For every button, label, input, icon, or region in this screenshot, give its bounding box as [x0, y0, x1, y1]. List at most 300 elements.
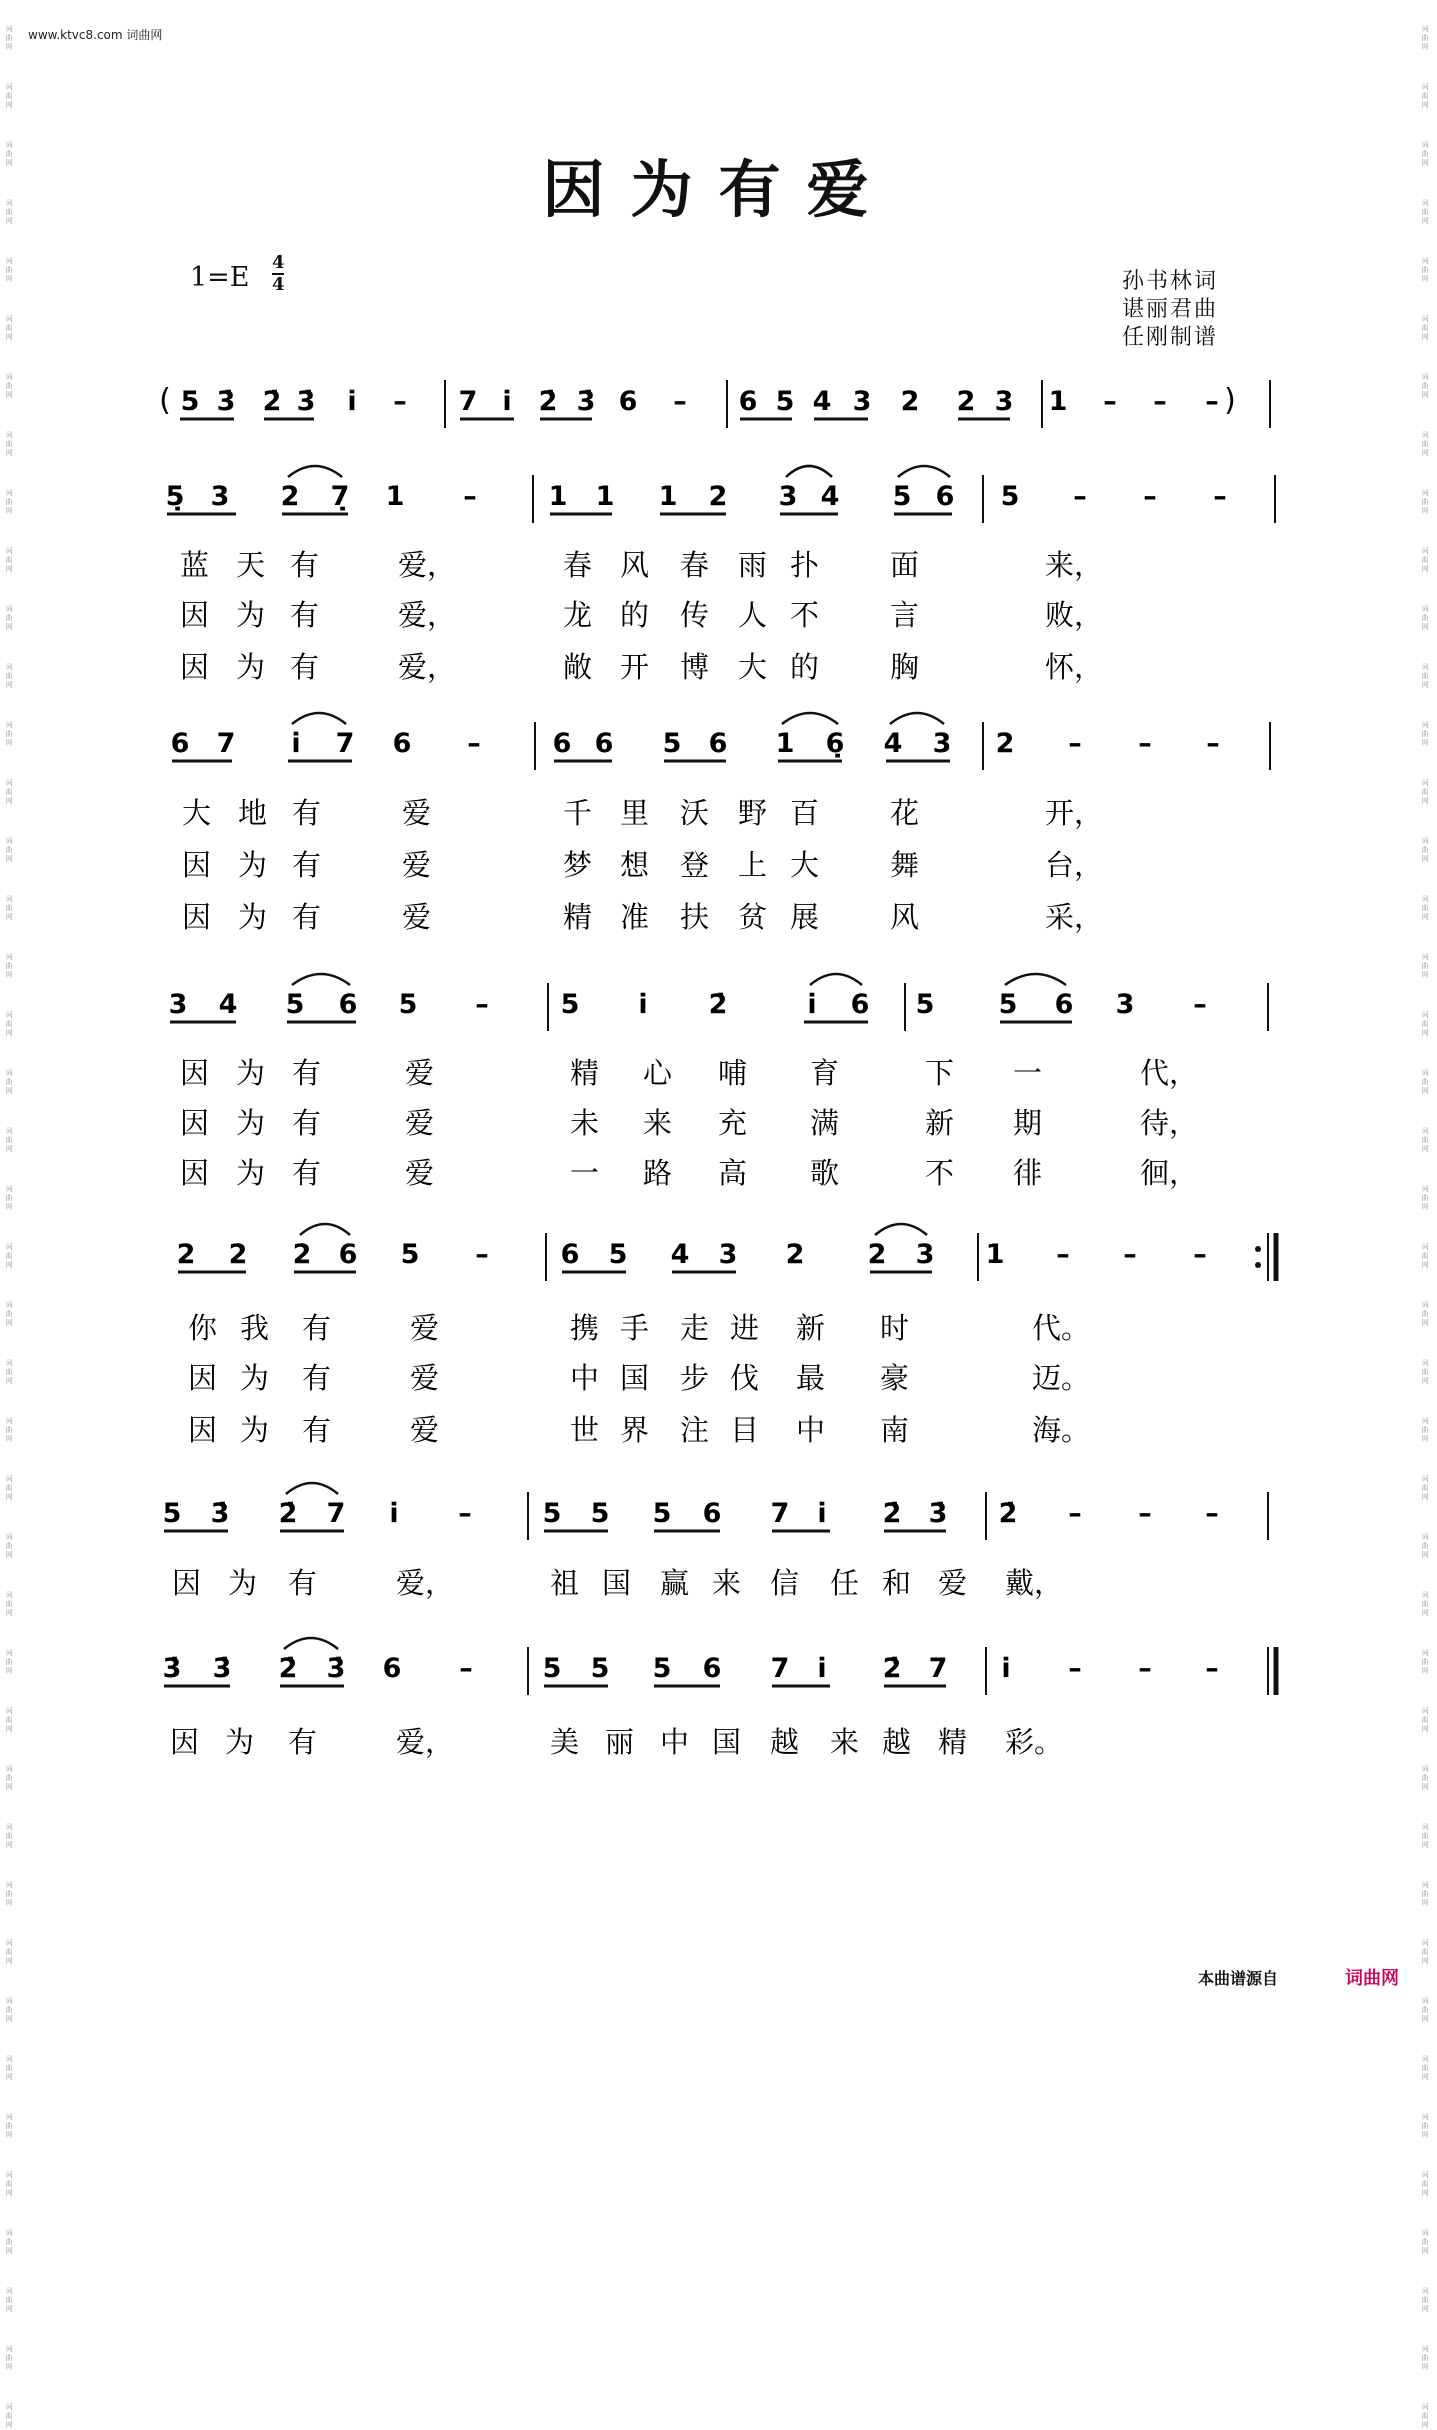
note-dash: –: [1205, 1653, 1219, 1684]
lyric-char: 开，: [1045, 796, 1104, 830]
note-digit: 7: [326, 1498, 346, 1529]
lyric-char: 海。: [1032, 1413, 1091, 1447]
lyric-char: 沃: [680, 796, 710, 830]
time-signature-top: 4: [272, 252, 285, 273]
lyric-char: 有: [292, 1106, 322, 1140]
lyric-char: 来: [643, 1106, 673, 1140]
page-title: 因为有爱: [542, 153, 895, 226]
margin-watermark-text: 词 曲 网: [5, 2171, 13, 2197]
lyric-char: 为: [238, 848, 268, 882]
lyric-char: 徘: [1013, 1156, 1043, 1190]
margin-watermark-text: 词 曲 网: [1421, 1533, 1429, 1559]
note-digit: 3̇: [212, 1653, 232, 1684]
margin-watermark-text: 词 曲 网: [5, 1127, 13, 1153]
lyric-char: 下: [925, 1056, 955, 1090]
lyric-char: 国: [620, 1361, 650, 1395]
margin-watermark-text: 词 曲 网: [1421, 953, 1429, 979]
note-digit: 3: [210, 481, 230, 512]
lyric-char: 登: [680, 848, 710, 882]
lyric-char: 为: [236, 1106, 266, 1140]
note-digit: 5: [162, 1498, 182, 1529]
note-digit: 3̇: [210, 1498, 230, 1529]
lyric-char: 百: [790, 796, 820, 830]
lyric-char: 国: [712, 1725, 742, 1759]
note-digit: 1: [385, 481, 405, 512]
note-digit: 2̇: [708, 989, 728, 1020]
lyric-char: 扑: [790, 548, 820, 582]
lyric-char: 携: [570, 1311, 600, 1345]
margin-watermark-text: 词 曲 网: [5, 547, 13, 573]
margin-watermark-text: 词 曲 网: [1421, 2287, 1429, 2313]
lyric-char: 豪: [880, 1361, 910, 1395]
lyric-char: 中: [660, 1725, 690, 1759]
note-digit: 5: [285, 989, 305, 1020]
note-digit: 2: [995, 728, 1015, 759]
lyric-char: 千: [563, 796, 593, 830]
margin-watermark-text: 词 曲 网: [1421, 83, 1429, 109]
lyric-char: 爱: [402, 796, 432, 830]
margin-watermark-text: 词 曲 网: [1421, 1359, 1429, 1385]
note-dash: –: [673, 386, 687, 417]
site-header-url: www.ktvc8.com 词曲网: [28, 28, 163, 42]
margin-watermark-text: 词 曲 网: [1421, 2403, 1429, 2429]
note-digit: 4: [670, 1239, 690, 1270]
lyric-char: 爱: [402, 848, 432, 882]
note-dash: –: [1073, 481, 1087, 512]
margin-watermark-text: 词 曲 网: [1421, 199, 1429, 225]
note-dash: –: [1206, 728, 1220, 759]
note-digit: 6: [1054, 989, 1074, 1020]
lyric-char: 目: [730, 1413, 760, 1447]
note-dash: –: [467, 728, 481, 759]
lyric-char: 爱，: [398, 650, 457, 684]
note-digit: i̇: [807, 989, 817, 1020]
note-digit: 1: [1048, 386, 1068, 417]
note-digit: 7: [928, 1653, 948, 1684]
lyric-char: 一: [1013, 1056, 1043, 1090]
note-digit: 3: [852, 386, 872, 417]
lyric-char: 想: [620, 848, 650, 882]
lyric-char: 时: [880, 1311, 910, 1345]
lyric-char: 展: [790, 900, 820, 934]
lyric-char: 的: [620, 598, 650, 632]
margin-watermark-text: 词 曲 网: [5, 25, 13, 51]
margin-watermark-text: 词 曲 网: [5, 431, 13, 457]
lyric-char: 败，: [1045, 598, 1104, 632]
note-digit: 5: [915, 989, 935, 1020]
margin-watermark-text: 词 曲 网: [5, 1069, 13, 1095]
lyric-char: 春: [680, 548, 710, 582]
lyric-char: 任: [830, 1566, 860, 1600]
lyric-char: 有: [290, 650, 320, 684]
lyric-char: 敞: [563, 650, 593, 684]
note-dash: –: [1138, 1653, 1152, 1684]
lyric-char: 代，: [1140, 1056, 1199, 1090]
note-digit: 6: [552, 728, 572, 759]
lyric-char: 美: [550, 1725, 580, 1759]
lyric-char: 因: [182, 900, 212, 934]
note-dash: –: [1103, 386, 1117, 417]
slur-arc: [1005, 974, 1066, 985]
note-dash: –: [1068, 1498, 1082, 1529]
lyric-char: 博: [680, 650, 710, 684]
margin-watermark-text: 词 曲 网: [5, 489, 13, 515]
lyric-char: 来: [712, 1566, 742, 1600]
lyric-char: 为: [240, 1361, 270, 1395]
lyric-char: 大: [182, 796, 212, 830]
note-dash: –: [1138, 1498, 1152, 1529]
note-digit: i̇: [1001, 1653, 1011, 1684]
lyric-char: 待，: [1140, 1106, 1199, 1140]
note-dash: –: [1068, 1653, 1082, 1684]
margin-watermark-text: 词 曲 网: [1421, 1707, 1429, 1733]
margin-watermark-text: 词 曲 网: [1421, 605, 1429, 631]
note-digit: i̇: [502, 386, 512, 417]
lyric-char: 言: [890, 598, 920, 632]
note-digit: 6: [702, 1498, 722, 1529]
slur-arc: [810, 974, 862, 985]
lyric-char: 精: [570, 1056, 600, 1090]
note-digit: 5: [998, 989, 1018, 1020]
lyric-char: 爱: [402, 900, 432, 934]
note-digit: 5: [892, 481, 912, 512]
lyric-char: 为: [240, 1413, 270, 1447]
margin-watermark-text: 词 曲 网: [1421, 1823, 1429, 1849]
lyric-char: 胸: [890, 650, 920, 684]
margin-watermark-text: 词 曲 网: [1421, 663, 1429, 689]
note-digit: 5̣: [165, 481, 185, 512]
margin-watermark-text: 词 曲 网: [1421, 257, 1429, 283]
lyric-char: 爱，: [398, 548, 457, 582]
lyric-char: 为: [236, 1056, 266, 1090]
note-digit: 5: [542, 1498, 562, 1529]
lyric-char: 爱，: [396, 1566, 455, 1600]
margin-watermark-text: 词 曲 网: [5, 2403, 13, 2429]
margin-watermark-text: 词 曲 网: [5, 1765, 13, 1791]
lyric-char: 育: [810, 1056, 840, 1090]
lyric-char: 不: [925, 1156, 955, 1190]
margin-watermark-text: 词 曲 网: [1421, 373, 1429, 399]
lyric-char: 未: [570, 1106, 600, 1140]
lyric-char: 因: [170, 1725, 200, 1759]
bracket-mark: ): [1224, 383, 1236, 418]
lyric-char: 因: [180, 598, 210, 632]
note-digit: 5: [398, 989, 418, 1020]
lyric-char: 准: [620, 900, 650, 934]
credit-composer: 谌丽君曲: [1122, 297, 1219, 322]
note-digit: 5: [608, 1239, 628, 1270]
note-dash: –: [1205, 386, 1219, 417]
lyric-char: 蓝: [180, 548, 210, 582]
note-dash: –: [475, 1239, 489, 1270]
lyric-char: 大: [738, 650, 768, 684]
lyric-char: 爱: [938, 1566, 968, 1600]
note-digit: 1: [658, 481, 678, 512]
lyric-char: 传: [680, 598, 710, 632]
note-dash: –: [1056, 1239, 1070, 1270]
margin-watermark-text: 词 曲 网: [1421, 1069, 1429, 1095]
margin-watermark-text: 词 曲 网: [5, 1185, 13, 1211]
note-digit: 6: [560, 1239, 580, 1270]
slur-arc: [782, 713, 838, 724]
note-digit: 2̇: [998, 1498, 1018, 1529]
note-digit: 6: [850, 989, 870, 1020]
margin-watermark-text: 词 曲 网: [5, 1707, 13, 1733]
note-digit: 3̇: [576, 386, 596, 417]
note-digit: 1: [595, 481, 615, 512]
key-signature: 1=E: [190, 262, 250, 293]
lyric-char: 贫: [738, 900, 768, 934]
lyric-char: 有: [302, 1361, 332, 1395]
slur-arc: [288, 466, 342, 477]
lyric-char: 有: [292, 796, 322, 830]
lyric-char: 戴，: [1005, 1566, 1064, 1600]
lyric-char: 走: [680, 1311, 710, 1345]
lyric-char: 爱: [405, 1156, 435, 1190]
lyric-char: 地: [238, 796, 268, 830]
lyric-char: 雨: [738, 548, 768, 582]
lyric-char: 充: [718, 1106, 748, 1140]
slur-arc: [292, 713, 346, 724]
margin-watermark-text: 词 曲 网: [5, 1359, 13, 1385]
lyric-char: 里: [620, 796, 650, 830]
note-digit: 2: [292, 1239, 312, 1270]
slur-arc: [286, 1483, 338, 1494]
lyric-char: 丽: [605, 1725, 635, 1759]
note-digit: 6̣: [825, 728, 845, 759]
note-digit: 2̇: [278, 1653, 298, 1684]
note-digit: 2: [785, 1239, 805, 1270]
lyric-char: 满: [810, 1106, 840, 1140]
lyric-char: 因: [180, 1106, 210, 1140]
note-digit: 1: [548, 481, 568, 512]
margin-watermark-text: 词 曲 网: [1421, 2171, 1429, 2197]
note-digit: i̇: [817, 1498, 827, 1529]
margin-watermark-text: 词 曲 网: [1421, 1011, 1429, 1037]
lyric-char: 一: [570, 1156, 600, 1190]
lyric-char: 风: [890, 900, 920, 934]
note-digit: 3: [1115, 989, 1135, 1020]
margin-watermark-text: 词 曲 网: [5, 895, 13, 921]
note-digit: 5: [652, 1653, 672, 1684]
lyric-char: 舞: [890, 848, 920, 882]
lyric-char: 为: [228, 1566, 258, 1600]
margin-watermark-text: 词 曲 网: [5, 2287, 13, 2313]
note-digit: i̇: [347, 386, 357, 417]
lyric-char: 进: [730, 1311, 760, 1345]
lyric-char: 采，: [1045, 900, 1104, 934]
margin-watermark-text: 词 曲 网: [5, 721, 13, 747]
lyric-char: 爱: [410, 1413, 440, 1447]
margin-watermark-text: 词 曲 网: [1421, 1649, 1429, 1675]
margin-watermark-text: 词 曲 网: [1421, 1765, 1429, 1791]
margin-watermark-text: 词 曲 网: [1421, 141, 1429, 167]
margin-watermark-text: 词 曲 网: [1421, 489, 1429, 515]
margin-watermark-text: 词 曲 网: [5, 2113, 13, 2139]
note-digit: 3: [994, 386, 1014, 417]
margin-watermark-text: 词 曲 网: [5, 2345, 13, 2371]
credit-arranger: 任刚制谱: [1122, 325, 1219, 350]
note-dash: –: [1193, 1239, 1207, 1270]
margin-watermark-text: 词 曲 网: [5, 199, 13, 225]
margin-watermark-text: 词 曲 网: [1421, 779, 1429, 805]
time-signature-bottom: 4: [272, 274, 285, 295]
note-dash: –: [463, 481, 477, 512]
note-digit: 7: [770, 1498, 790, 1529]
note-digit: 5: [542, 1653, 562, 1684]
lyric-char: 彩。: [1005, 1725, 1064, 1759]
margin-watermark-text: 词 曲 网: [5, 1591, 13, 1617]
note-digit: 2: [280, 481, 300, 512]
note-digit: 7: [458, 386, 478, 417]
margin-watermark-text: 词 曲 网: [1421, 547, 1429, 573]
note-digit: 2̇: [538, 386, 558, 417]
note-digit: 6: [738, 386, 758, 417]
lyric-char: 人: [738, 598, 768, 632]
note-digit: 4: [883, 728, 903, 759]
note-digit: 2̇: [882, 1498, 902, 1529]
note-dash: –: [1123, 1239, 1137, 1270]
lyric-char: 歌: [810, 1156, 840, 1190]
note-dash: –: [475, 989, 489, 1020]
lyric-char: 上: [738, 848, 768, 882]
lyric-char: 因: [180, 650, 210, 684]
footer-source-label: 本曲谱源自: [1198, 1969, 1279, 1988]
note-digit: 4: [812, 386, 832, 417]
lyric-char: 徊，: [1140, 1156, 1199, 1190]
note-digit: 6: [170, 728, 190, 759]
note-digit: 7̣: [330, 481, 350, 512]
lyric-char: 国: [602, 1566, 632, 1600]
margin-watermark-text: 词 曲 网: [5, 315, 13, 341]
margin-watermark-text: 词 曲 网: [5, 2229, 13, 2255]
margin-watermark-text: 词 曲 网: [1421, 315, 1429, 341]
note-digit: 3̇: [162, 1653, 182, 1684]
note-dash: –: [1213, 481, 1227, 512]
note-digit: 2̇: [882, 1653, 902, 1684]
lyric-char: 面: [890, 548, 920, 582]
lyric-char: 有: [288, 1725, 318, 1759]
margin-watermark-text: 词 曲 网: [5, 373, 13, 399]
note-dash: –: [1153, 386, 1167, 417]
footer-site-name: 词曲网: [1345, 1968, 1399, 1989]
note-dash: –: [1205, 1498, 1219, 1529]
note-digit: 6: [708, 728, 728, 759]
lyric-char: 手: [620, 1311, 650, 1345]
note-digit: 6: [392, 728, 412, 759]
lyric-char: 天: [236, 548, 266, 582]
lyric-char: 中: [570, 1361, 600, 1395]
note-digit: 6: [338, 1239, 358, 1270]
lyric-char: 祖: [550, 1566, 580, 1600]
slur-arc: [300, 1224, 350, 1235]
lyric-char: 爱: [405, 1056, 435, 1090]
lyric-char: 因: [180, 1056, 210, 1090]
margin-watermark-text: 词 曲 网: [5, 1301, 13, 1327]
lyric-char: 为: [236, 1156, 266, 1190]
lyric-char: 来，: [1045, 548, 1104, 582]
margin-watermark-text: 词 曲 网: [1421, 1185, 1429, 1211]
lyric-char: 有: [290, 548, 320, 582]
note-digit: 5: [590, 1498, 610, 1529]
note-digit: 3: [932, 728, 952, 759]
slur-arc: [890, 713, 944, 724]
lyric-char: 风: [620, 548, 650, 582]
lyric-char: 心: [643, 1056, 673, 1090]
repeat-dot: [1255, 1262, 1261, 1268]
note-digit: 5: [560, 989, 580, 1020]
note-digit: 6: [935, 481, 955, 512]
note-digit: 5: [590, 1653, 610, 1684]
lyric-char: 哺: [718, 1056, 748, 1090]
note-digit: 5: [652, 1498, 672, 1529]
lyric-char: 有: [288, 1566, 318, 1600]
lyric-char: 中: [796, 1413, 826, 1447]
lyric-char: 来: [830, 1725, 860, 1759]
lyric-char: 台，: [1045, 848, 1104, 882]
lyric-char: 有: [292, 900, 322, 934]
credit-lyricist: 孙书林词: [1122, 269, 1219, 294]
lyric-char: 爱: [405, 1106, 435, 1140]
margin-watermark-text: 词 曲 网: [1421, 1475, 1429, 1501]
lyric-char: 怀，: [1045, 650, 1104, 684]
note-digit: 2: [867, 1239, 887, 1270]
lyric-char: 最: [796, 1361, 826, 1395]
margin-watermark-text: 词 曲 网: [5, 2055, 13, 2081]
note-digit: 4: [820, 481, 840, 512]
lyric-char: 爱，: [396, 1725, 455, 1759]
note-digit: 7: [216, 728, 236, 759]
lyric-char: 新: [925, 1106, 955, 1140]
lyric-char: 梦: [563, 848, 593, 882]
note-dash: –: [1138, 728, 1152, 759]
lyric-char: 为: [236, 650, 266, 684]
margin-watermark-text: 词 曲 网: [1421, 1127, 1429, 1153]
margin-watermark-text: 词 曲 网: [1421, 2055, 1429, 2081]
margin-watermark-text: 词 曲 网: [5, 1011, 13, 1037]
lyric-char: 界: [620, 1413, 650, 1447]
note-digit: 3̇: [928, 1498, 948, 1529]
note-digit: 2: [956, 386, 976, 417]
note-digit: 5: [400, 1239, 420, 1270]
bracket-mark: (: [159, 383, 171, 418]
lyric-char: 越: [882, 1725, 912, 1759]
note-digit: 3̇: [326, 1653, 346, 1684]
note-dash: –: [1143, 481, 1157, 512]
slur-arc: [898, 466, 950, 477]
note-digit: 2: [176, 1239, 196, 1270]
lyric-char: 我: [240, 1311, 270, 1345]
note-digit: 6: [382, 1653, 402, 1684]
lyric-char: 你: [188, 1311, 218, 1345]
lyric-char: 爱，: [398, 598, 457, 632]
repeat-dot: [1255, 1246, 1261, 1252]
note-digit: 4: [218, 989, 238, 1020]
note-dash: –: [1068, 728, 1082, 759]
slur-arc: [284, 1638, 338, 1649]
note-digit: 5: [1000, 481, 1020, 512]
note-digit: 2: [900, 386, 920, 417]
note-digit: 3̇: [216, 386, 236, 417]
lyric-char: 为: [238, 900, 268, 934]
note-digit: 2̇: [278, 1498, 298, 1529]
lyric-char: 因: [182, 848, 212, 882]
note-digit: 7: [335, 728, 355, 759]
margin-watermark-text: 词 曲 网: [1421, 2229, 1429, 2255]
lyric-char: 因: [180, 1156, 210, 1190]
lyric-char: 步: [680, 1361, 710, 1395]
note-digit: 3: [915, 1239, 935, 1270]
